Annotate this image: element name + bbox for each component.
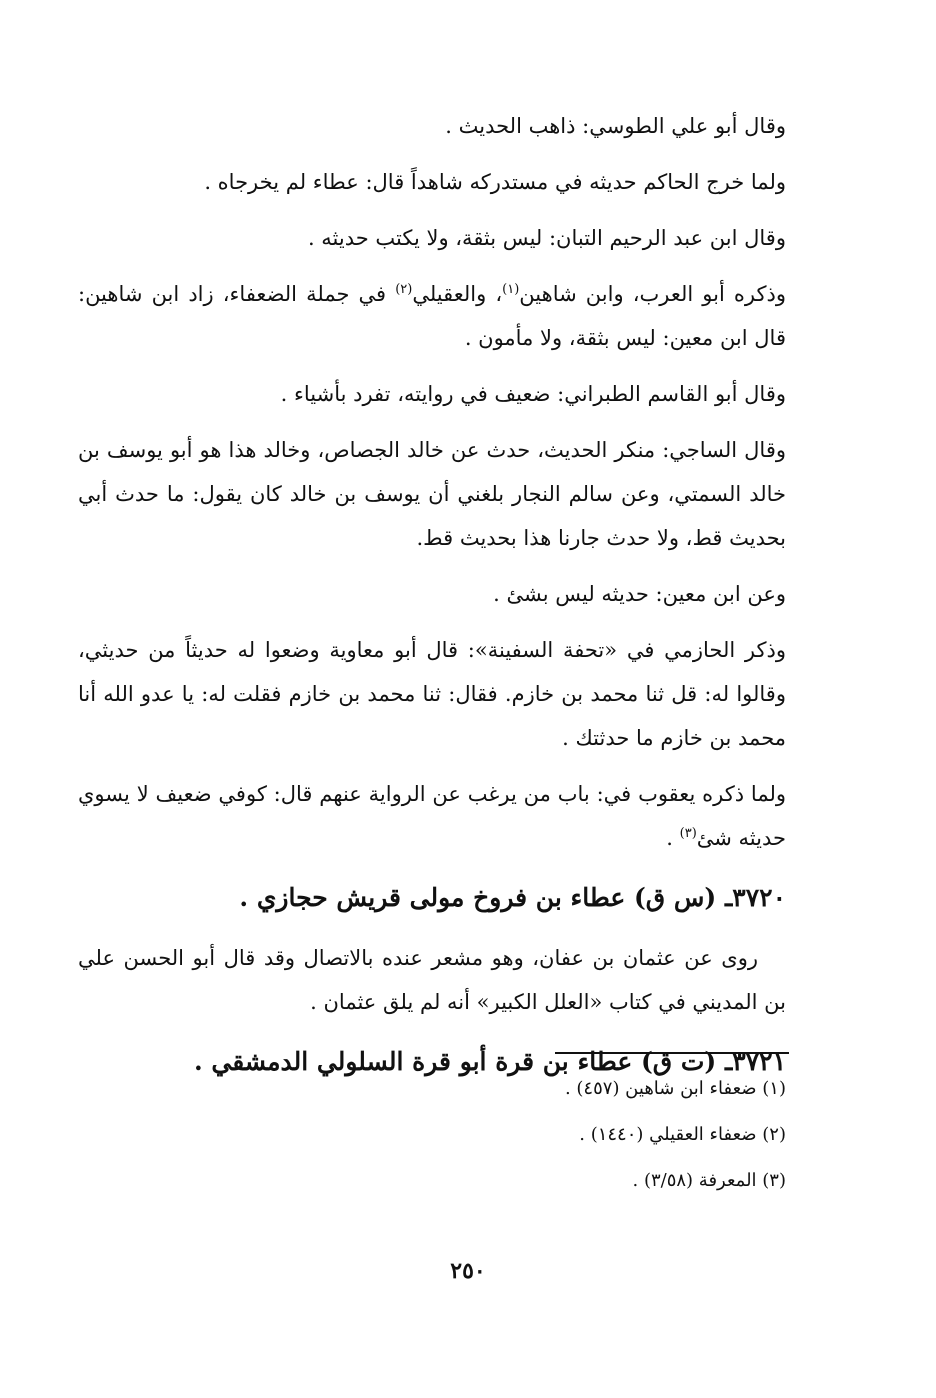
entry-heading-3721: ٣٧٢١ـ (ت ق) عطاء بن قرة أبو قرة السلولي الدمشقي . xyxy=(193,1047,786,1076)
footnote-1: (١) ضعفاء ابن شاهين (٤٥٧) . xyxy=(564,1078,786,1099)
paragraph-abu-arab xyxy=(78,272,786,360)
paragraph-yaqub xyxy=(78,772,786,860)
paragraph-ibn-main: وعن ابن معين: حديثه ليس بشئ . xyxy=(493,582,786,606)
footnote-2: (٢) ضعفاء العقيلي (١٤٤٠) . xyxy=(579,1124,786,1145)
footnote-ref-2: (٢) xyxy=(395,282,413,297)
paragraph-abu-arab-text-1: وذكره أبو العرب، وابن شاهين xyxy=(519,282,787,306)
footnote-3: (٣) المعرفة (٣/٥٨) . xyxy=(632,1170,786,1191)
paragraph-abu-arab-text-3: في جملة الضعفاء، زاد ابن شاهين: قال ابن معين: ليس بثقة، ولا مأمون . xyxy=(78,282,786,350)
paragraph-saji: وقال الساجي: منكر الحديث، حدث عن خالد الجصاص، وخالد هذا هو أبو يوسف بن خالد السمتي، وعن سالم النجار بلغني أن يوسف بن خالد كان يقول: ما حدث أبي بحديث قط، ولا حدث جارنا هذا بحديث قط. xyxy=(78,438,786,550)
main-text xyxy=(78,104,786,1100)
paragraph-hakim: ولما خرج الحاكم حديثه في مستدركه شاهداً قال: عطاء لم يخرجاه . xyxy=(204,170,786,194)
paragraph-tusi: وقال أبو علي الطوسي: ذاهب الحديث . xyxy=(445,114,786,138)
page-number: ٢٥٠ xyxy=(450,1258,486,1284)
footnote-separator xyxy=(555,1052,789,1054)
paragraph-abu-arab-text-2: ، والعقيلي xyxy=(412,282,503,306)
entry-heading-3720: ٣٧٢٠ـ (س ق) عطاء بن فروخ مولى قريش حجازي . xyxy=(239,883,786,912)
paragraph-tabban: وقال ابن عبد الرحيم التبان: ليس بثقة، ولا يكتب حديثه . xyxy=(307,226,786,250)
paragraph-tabarani: وقال أبو القاسم الطبراني: ضعيف في روايته، تفرد بأشياء . xyxy=(280,382,786,406)
entry-text-3720: روى عن عثمان بن عفان، وهو مشعر عنده بالاتصال وقد قال أبو الحسن علي بن المديني في كتاب «العلل الكبير» أنه لم يلق عثمان . xyxy=(78,946,786,1014)
footnotes xyxy=(78,1066,786,1204)
footnote-ref-1: (١) xyxy=(502,282,520,297)
paragraph-yaqub-text-2: . xyxy=(666,826,680,850)
footnote-ref-3: (٣) xyxy=(679,826,697,841)
paragraph-hazimi: وذكر الحازمي في «تحفة السفينة»: قال أبو معاوية وضعوا له حديثاً من حديثي، وقالوا له: قل ثنا محمد بن خازم. فقال: ثنا محمد بن خازم فقلت له: يا عدو الله أنا محمد بن خازم ما حدثتك . xyxy=(78,638,786,750)
paragraph-yaqub-text-1: ولما ذكره يعقوب في: باب من يرغب عن الرواية عنهم قال: كوفي ضعيف لا يسوي حديثه شئ xyxy=(78,782,786,850)
